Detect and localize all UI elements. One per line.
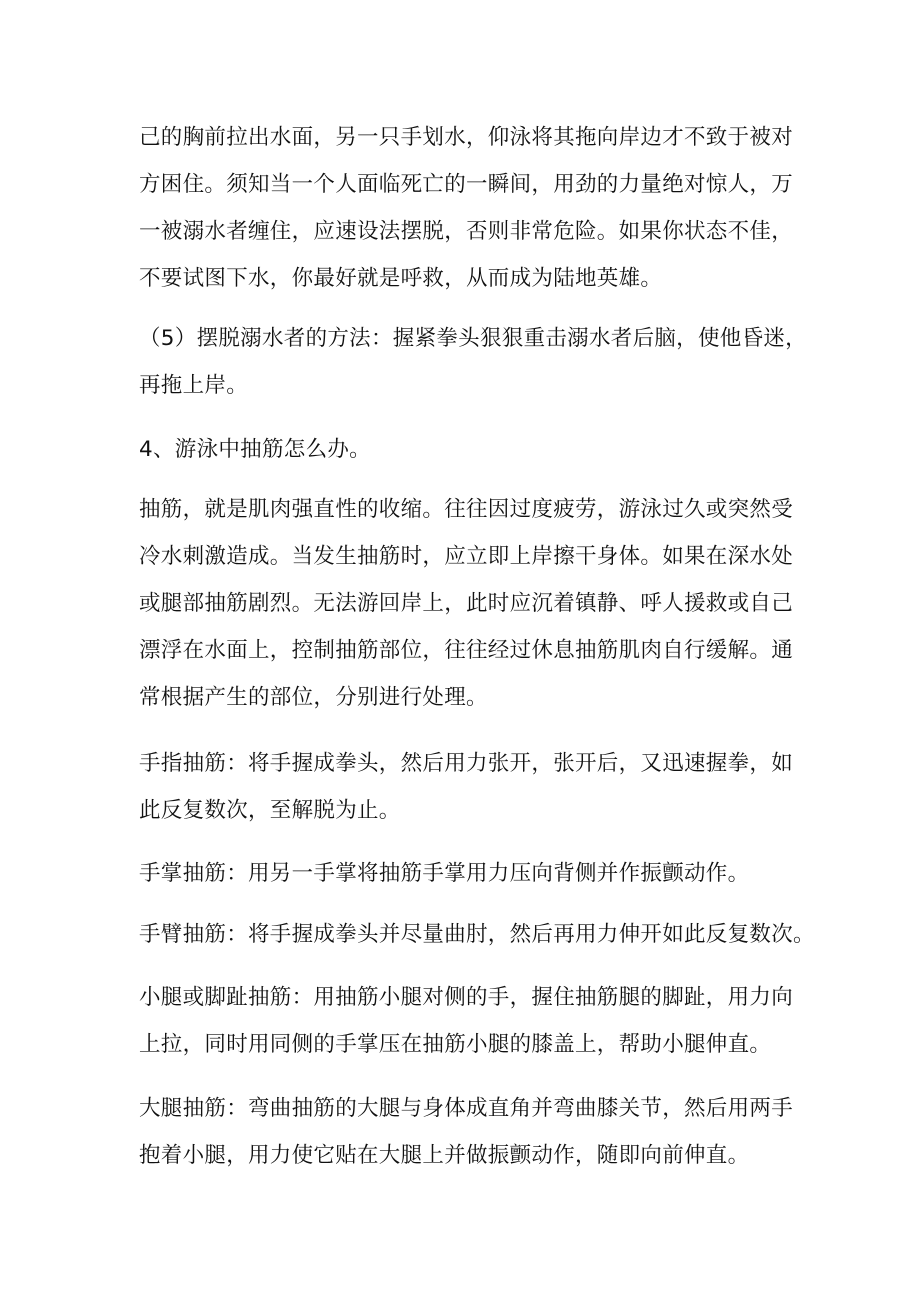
paragraph-3-line-1: 抽筋，就是肌肉强直性的收缩。往往因过度疲劳，游泳过久或突然受 <box>139 497 794 522</box>
finger-cramp-line-2: 此反复数次，至解脱为止。 <box>139 798 401 823</box>
paragraph-3-line-2: 冷水刺激造成。当发生抽筋时，应立即上岸擦干身体。如果在深水处 <box>139 544 794 569</box>
paragraph-2-line-2: 再拖上岸。 <box>139 373 249 398</box>
finger-cramp-line-1: 手指抽筋：将手握成拳头，然后用力张开，张开后，又迅速握拳，如 <box>139 751 794 776</box>
paragraph-1-line-3: 一被溺水者缠住，应速设法摆脱，否则非常危险。如果你状态不佳， <box>139 219 794 244</box>
paragraph-1-line-1: 己的胸前拉出水面，另一只手划水，仰泳将其拖向岸边才不致于被对 <box>139 125 794 150</box>
paragraph-3-line-3: 或腿部抽筋剧烈。无法游回岸上，此时应沉着镇静、呼人援救或自己 <box>139 591 794 616</box>
calf-cramp-line-2: 上拉，同时用同侧的手掌压在抽筋小腿的膝盖上，帮助小腿伸直。 <box>139 1032 772 1057</box>
paragraph-1-line-2: 方困住。须知当一个人面临死亡的一瞬间，用劲的力量绝对惊人，万 <box>139 172 794 197</box>
palm-cramp-line: 手掌抽筋：用另一手掌将抽筋手掌用力压向背侧并作振颤动作。 <box>139 861 750 886</box>
section-heading: 4、游泳中抽筋怎么办。 <box>139 437 371 462</box>
thigh-cramp-line-2: 抱着小腿，用力使它贴在大腿上并做振颤动作，随即向前伸直。 <box>139 1143 750 1168</box>
paragraph-1-line-4: 不要试图下水，你最好就是呼救，从而成为陆地英雄。 <box>139 266 663 291</box>
paragraph-3-line-5: 常根据产生的部位，分别进行处理。 <box>139 685 488 710</box>
arm-cramp-line: 手臂抽筋：将手握成拳头并尽量曲肘，然后再用力伸开如此反复数次。 <box>139 922 815 947</box>
paragraph-3-line-4: 漂浮在水面上，控制抽筋部位，往往经过休息抽筋肌肉自行缓解。通 <box>139 638 794 663</box>
calf-cramp-line-1: 小腿或脚趾抽筋：用抽筋小腿对侧的手，握住抽筋腿的脚趾，用力向 <box>139 985 794 1010</box>
paragraph-2-line-1: （5）摆脱溺水者的方法：握紧拳头狠狠重击溺水者后脑，使他昏迷， <box>139 326 807 351</box>
thigh-cramp-line-1: 大腿抽筋：弯曲抽筋的大腿与身体成直角并弯曲膝关节，然后用两手 <box>139 1096 794 1121</box>
